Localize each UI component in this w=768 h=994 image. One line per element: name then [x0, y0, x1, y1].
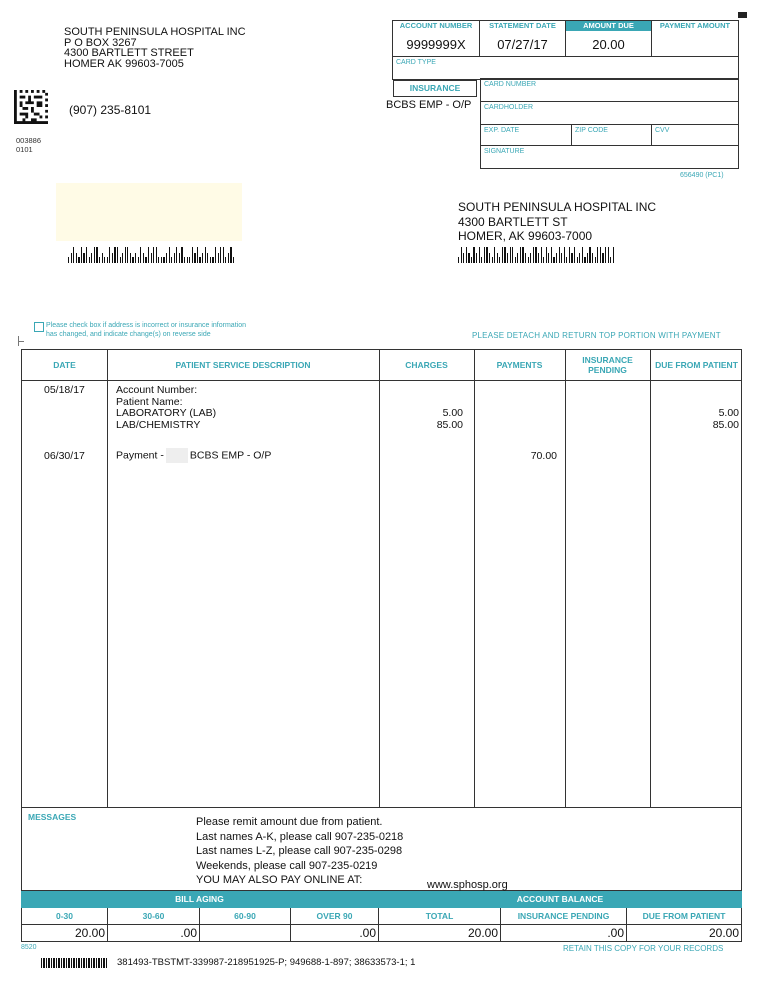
row-charges — [379, 408, 463, 431]
due-value: 85.00 — [712, 418, 739, 431]
cvv-label: CVV — [655, 127, 670, 134]
statement-date-cell — [480, 21, 566, 56]
row-payments: 70.00 — [530, 450, 557, 462]
description-suffix: BCBS EMP - O/P — [189, 449, 272, 462]
amount-due-value: 20.00 — [592, 37, 625, 52]
description-prefix: Payment - — [116, 449, 164, 462]
mailing-code-line: 003886 — [16, 136, 42, 145]
insurance-label: INSURANCE — [393, 80, 477, 97]
card-fields — [480, 78, 739, 169]
postal-barcode — [68, 247, 234, 263]
address-change-note — [34, 322, 246, 339]
remit-address-line: HOMER, AK 99603-7000 — [458, 229, 593, 243]
charge-value: 85.00 — [436, 418, 463, 431]
remit-address-line: SOUTH PENINSULA HOSPITAL INC — [458, 200, 657, 214]
insurance-value: BCBS EMP - O/P — [386, 99, 472, 111]
due-value: 5.00 — [718, 407, 739, 419]
row-date: 05/18/17 — [44, 384, 85, 396]
message-line: Last names L-Z, please call 907-235-0298 — [196, 845, 403, 857]
message-line: Weekends, please call 907-235-0219 — [196, 859, 378, 872]
retain-note: RETAIN THIS COPY FOR YOUR RECORDS — [563, 944, 724, 953]
remit-address — [458, 200, 656, 244]
amount-due-cell — [566, 21, 652, 56]
account-number-label: ACCOUNT NUMBER — [399, 21, 473, 30]
card-type-label: CARD TYPE — [396, 59, 436, 66]
address-change-checkbox[interactable] — [34, 322, 44, 332]
payment-box — [392, 20, 739, 80]
description-line: Patient Name: — [116, 395, 183, 408]
redacted-patient-address — [56, 183, 242, 241]
payment-amount-label: PAYMENT AMOUNT — [659, 21, 731, 30]
aging-30-60-value: .00 — [108, 925, 200, 941]
total-value: 20.00 — [379, 925, 501, 941]
detach-note: PLEASE DETACH AND RETURN TOP PORTION WITH PAYMENT — [472, 331, 721, 340]
address-change-text: Please check box if address is incorrect or insurance information — [46, 322, 246, 329]
phone-number: (907) 235-8101 — [69, 103, 152, 117]
insurance-pending-header: INSURANCE PENDING — [501, 908, 627, 924]
statement-date-value: 07/27/17 — [497, 37, 548, 52]
column-header-due-from-patient: DUE FROM PATIENT — [655, 360, 738, 370]
remit-address-line: 4300 BARTLETT ST — [458, 214, 568, 229]
form-code: 656490 (PC1) — [680, 172, 724, 179]
aging-0-30-value: 20.00 — [22, 925, 108, 941]
postal-barcode — [458, 247, 614, 263]
payment-url-link[interactable]: www.sphosp.org — [427, 879, 508, 891]
mailing-code — [16, 136, 41, 154]
row-description — [116, 385, 216, 431]
messages-text — [196, 815, 403, 888]
aging-over-90-value: .00 — [291, 925, 379, 941]
payment-amount-field[interactable] — [652, 21, 738, 56]
datamatrix-barcode-icon — [14, 90, 48, 124]
exp-date-field[interactable] — [481, 125, 572, 145]
redacted-field — [166, 448, 188, 463]
zip-code-field[interactable] — [572, 125, 652, 145]
cardholder-label: CARDHOLDER — [484, 104, 534, 111]
statement-table — [21, 349, 742, 808]
return-address-line: SOUTH PENINSULA HOSPITAL INC — [64, 26, 246, 38]
statement-date-label: STATEMENT DATE — [489, 21, 556, 30]
fold-mark — [18, 336, 24, 346]
column-header-date: DATE — [53, 360, 76, 370]
card-number-label: CARD NUMBER — [484, 81, 537, 88]
insurance-pending-value: .00 — [501, 925, 627, 941]
summary-headers — [21, 908, 742, 924]
description-line: Account Number: — [116, 384, 198, 396]
total-header: TOTAL — [379, 908, 501, 924]
column-header-payments: PAYMENTS — [496, 360, 543, 370]
exp-date-label: EXP. DATE — [484, 127, 520, 134]
message-line: YOU MAY ALSO PAY ONLINE AT: — [196, 874, 363, 886]
registration-mark — [738, 12, 747, 18]
zip-code-label: ZIP CODE — [575, 127, 608, 134]
summary-band — [21, 891, 742, 908]
cardholder-field[interactable] — [481, 102, 738, 124]
due-from-patient-header: DUE FROM PATIENT — [642, 911, 726, 921]
account-number-cell — [393, 21, 480, 56]
message-line: Last names A-K, please call 907-235-0218 — [196, 830, 404, 843]
column-header-insurance-pending: INSURANCE PENDING — [582, 355, 633, 375]
row-due-from-patient — [650, 408, 739, 431]
aging-over-90-header: OVER 90 — [291, 908, 379, 924]
account-balance-label: ACCOUNT BALANCE — [516, 894, 604, 904]
summary-values — [21, 924, 742, 942]
message-line: Please remit amount due from patient. — [196, 816, 383, 828]
return-address — [64, 27, 246, 69]
cvv-field[interactable] — [652, 125, 738, 145]
tracking-code: 381493-TBSTMT-339987-218951925-P; 949688-1-897; 38633573-1; 1 — [117, 957, 416, 968]
description-line: LAB/CHEMISTRY — [116, 418, 201, 431]
row-description — [116, 448, 271, 463]
footer-code: 8520 — [21, 944, 37, 951]
due-from-patient-value: 20.00 — [708, 926, 739, 940]
charge-value: 5.00 — [442, 407, 463, 419]
card-number-field[interactable] — [481, 79, 738, 101]
signature-field[interactable] — [481, 146, 738, 168]
aging-0-30-header: 0-30 — [22, 908, 108, 924]
row-date: 06/30/17 — [44, 450, 85, 462]
return-address-line: P O BOX 3267 — [64, 36, 137, 49]
aging-60-90-header: 60-90 — [200, 908, 291, 924]
bill-aging-label: BILL AGING — [175, 894, 224, 904]
card-type-field[interactable] — [393, 56, 738, 79]
messages-label: MESSAGES — [28, 812, 77, 822]
footer-barcode — [41, 958, 107, 968]
return-address-line: 4300 BARTLETT STREET — [64, 47, 194, 59]
column-header-description: PATIENT SERVICE DESCRIPTION — [175, 360, 311, 370]
description-line: LABORATORY (LAB) — [116, 407, 217, 419]
amount-due-label: AMOUNT DUE — [566, 21, 651, 31]
aging-60-90-value — [200, 925, 291, 941]
account-number-value: 9999999X — [406, 37, 466, 52]
address-change-text: has changed, and indicate change(s) on reverse side — [46, 330, 211, 338]
column-header-charges: CHARGES — [405, 360, 448, 370]
mailing-code-line: 0101 — [16, 145, 33, 154]
signature-label: SIGNATURE — [484, 148, 525, 155]
return-address-line: HOMER AK 99603-7005 — [64, 57, 184, 70]
messages-section — [21, 808, 742, 891]
aging-30-60-header: 30-60 — [108, 908, 200, 924]
